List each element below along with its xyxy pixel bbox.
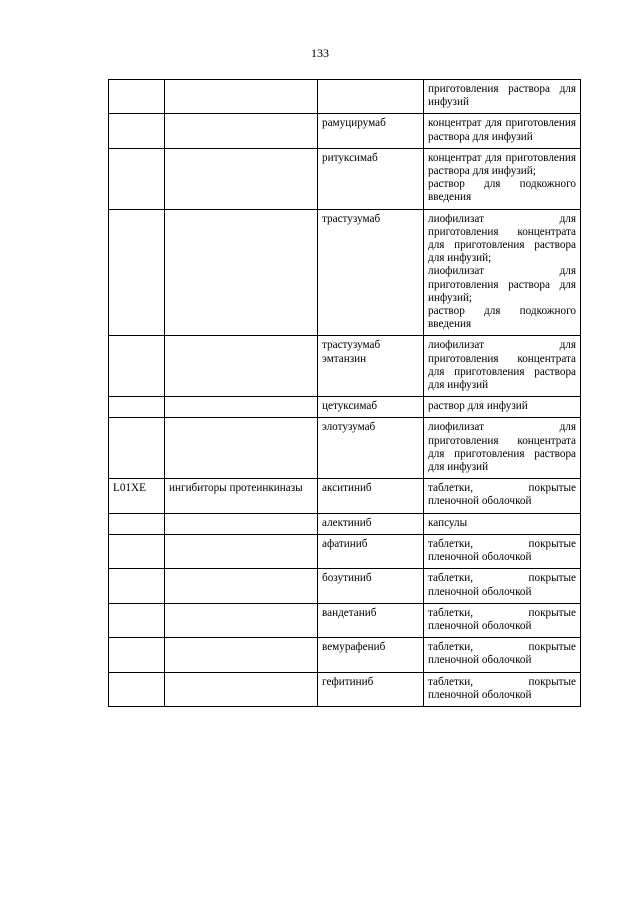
table-row (109, 479, 581, 513)
dosage-form-cell (424, 80, 581, 114)
drug-name-cell (318, 80, 424, 114)
atc-code-cell (109, 114, 165, 148)
page-number: 133 (311, 46, 329, 60)
dosage-form-cell (424, 534, 581, 568)
dosage-form-line: таблетки, покрытые пленочной оболочкой (428, 675, 576, 701)
atc-code-cell (109, 672, 165, 706)
dosage-form-cell (424, 479, 581, 513)
drug-name-cell: цетуксимаб (318, 397, 424, 418)
table-row (109, 638, 581, 672)
dosage-form-line: лиофилизат для приготовления раствора для инфузий; (428, 265, 576, 304)
table-row (109, 569, 581, 603)
table-row (109, 336, 581, 397)
atc-code-cell (109, 569, 165, 603)
dosage-form-cell (424, 569, 581, 603)
dosage-form-line: концентрат для приготовления раствора для инфузий; (428, 151, 576, 178)
dosage-form-line: раствор для подкожного введения (428, 305, 576, 331)
drug-name-cell: алектиниб (318, 513, 424, 534)
group-name-cell (165, 418, 318, 479)
dosage-form-line: раствор для инфузий (428, 400, 528, 413)
drug-name-cell: рамуцирумаб (318, 114, 424, 148)
atc-code-cell (109, 603, 165, 637)
drug-name-cell: бозутиниб (318, 569, 424, 603)
dosage-form-line: таблетки, покрытые пленочной оболочкой (428, 482, 576, 508)
table-row (109, 513, 581, 534)
drug-name-cell: ритуксимаб (318, 148, 424, 209)
dosage-form-cell (424, 603, 581, 637)
atc-code-cell (109, 209, 165, 336)
dosage-form-line: лиофилизат для приготовления концентрата для приготовления раствора для инфузий (428, 339, 576, 392)
atc-code-cell (109, 80, 165, 114)
group-name-cell (165, 638, 318, 672)
table-row (109, 418, 581, 479)
table-row (109, 148, 581, 209)
drug-name-cell: вандетаниб (318, 603, 424, 637)
dosage-form-line: капсулы (428, 516, 468, 529)
drug-name-cell: элотузумаб (318, 418, 424, 479)
group-name-cell (165, 114, 318, 148)
drug-name-cell: афатиниб (318, 534, 424, 568)
dosage-form-cell (424, 148, 581, 209)
dosage-form-line: таблетки, покрытые пленочной оболочкой (428, 606, 576, 632)
dosage-form-line: таблетки, покрытые пленочной оболочкой (428, 537, 576, 564)
dosage-form-line: лиофилизат для приготовления концентрата для приготовления раствора для инфузий; (428, 212, 576, 265)
dosage-form-cell (424, 638, 581, 672)
atc-code-cell (109, 638, 165, 672)
dosage-form-cell (424, 397, 581, 418)
drug-name-cell: трастузумаб (318, 209, 424, 336)
table-row (109, 534, 581, 568)
table-row (109, 114, 581, 148)
group-name-cell (165, 397, 318, 418)
table-body (109, 80, 581, 707)
atc-code-cell (109, 336, 165, 397)
drug-name-cell: гефитиниб (318, 672, 424, 706)
group-name-cell (165, 534, 318, 568)
atc-code-cell (109, 513, 165, 534)
drug-name-cell: трастузумаб эмтанзин (318, 336, 424, 397)
table-row (109, 603, 581, 637)
atc-code-cell (109, 397, 165, 418)
group-name-cell (165, 148, 318, 209)
dosage-form-line: раствор для подкожного введения (428, 178, 576, 204)
dosage-form-cell (424, 513, 581, 534)
group-name-cell (165, 569, 318, 603)
group-name-cell (165, 672, 318, 706)
dosage-form-cell (424, 209, 581, 336)
atc-code-cell (109, 148, 165, 209)
drug-name-cell: вемурафениб (318, 638, 424, 672)
dosage-form-cell (424, 114, 581, 148)
group-name-cell (165, 336, 318, 397)
group-name-cell (165, 603, 318, 637)
group-name-cell (165, 209, 318, 336)
drug-table (108, 79, 581, 707)
drug-name-cell: акситиниб (318, 479, 424, 513)
group-name-cell (165, 513, 318, 534)
dosage-form-cell (424, 672, 581, 706)
atc-code-cell (109, 418, 165, 479)
dosage-form-cell (424, 418, 581, 479)
table-row (109, 209, 581, 336)
table-row (109, 397, 581, 418)
dosage-form-line: приготовления раствора для инфузий (428, 83, 576, 109)
dosage-form-cell (424, 336, 581, 397)
table-row (109, 80, 581, 114)
atc-code-cell: L01XE (109, 479, 165, 513)
group-name-cell: ингибиторы протеинкиназы (165, 479, 318, 513)
group-name-cell (165, 80, 318, 114)
atc-code-cell (109, 534, 165, 568)
dosage-form-line: концентрат для приготовления раствора для инфузий (428, 117, 576, 143)
table-row (109, 672, 581, 706)
dosage-form-line: таблетки, покрытые пленочной оболочкой (428, 641, 576, 667)
dosage-form-line: таблетки, покрытые пленочной оболочкой (428, 572, 576, 598)
dosage-form-line: лиофилизат для приготовления концентрата для приготовления раствора для инфузий (428, 421, 576, 474)
